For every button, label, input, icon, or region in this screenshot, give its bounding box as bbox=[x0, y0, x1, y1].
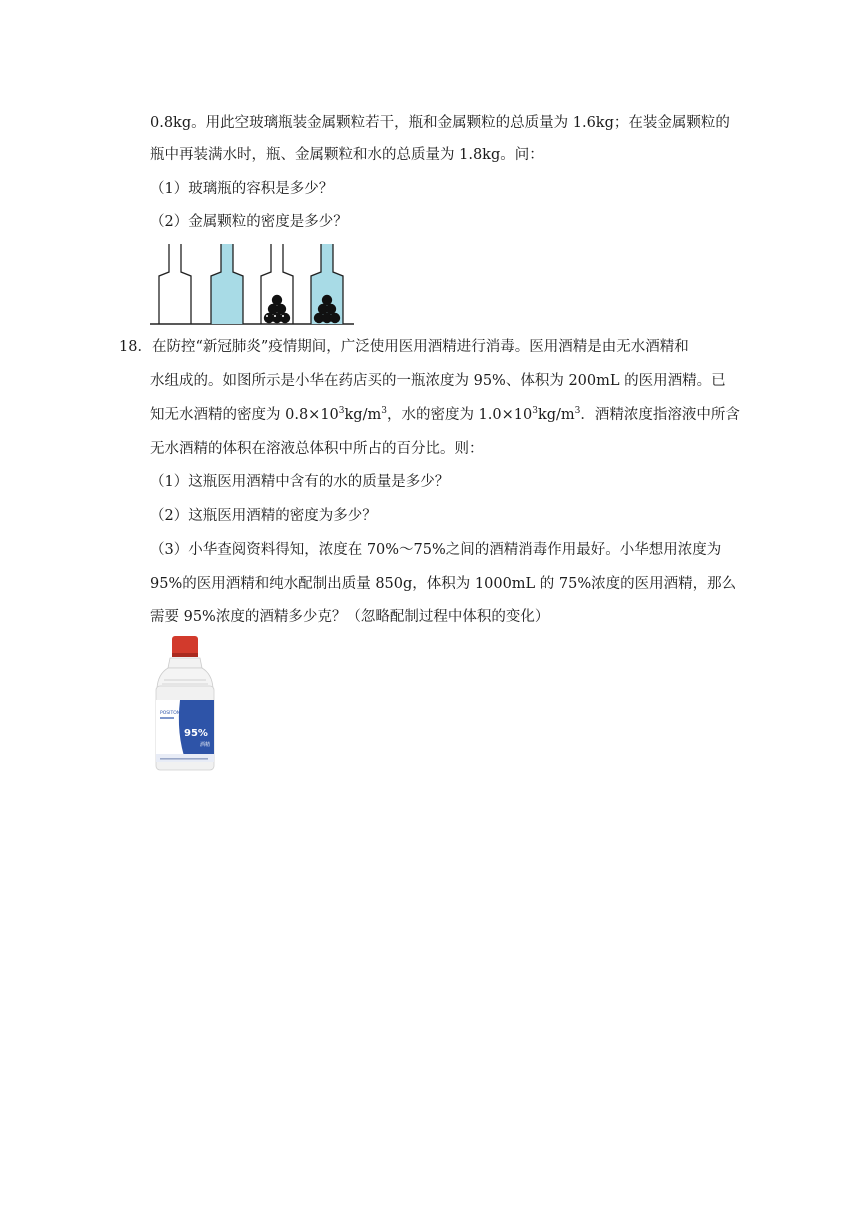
bottle-water bbox=[211, 244, 243, 324]
q18-subquestion-3-line-3: 需要 95%浓度的酒精多少克？（忽略配制过程中体积的变化） bbox=[150, 609, 550, 625]
exponent: 3 bbox=[574, 406, 581, 417]
question-number: 18． bbox=[119, 339, 152, 355]
q18-text-line-3 bbox=[150, 405, 740, 425]
label-name: 酒精 bbox=[200, 742, 211, 748]
bottle-empty bbox=[159, 244, 191, 324]
exponent: 3 bbox=[381, 406, 387, 417]
q18-text-line-4: 无水酒精的体积在溶液总体积中所占的百分比。则： bbox=[150, 441, 484, 457]
q18-line-3-part-b: kg/m bbox=[344, 407, 382, 423]
bottles-figure bbox=[150, 238, 360, 328]
q18-subquestion-1: （1）这瓶医用酒精中含有的水的质量是多少？ bbox=[150, 474, 450, 490]
q18-line-3-part-a: 知无水酒精的密度为 0.8×10 bbox=[150, 407, 339, 423]
q18-subquestion-2: （2）这瓶医用酒精的密度为多少？ bbox=[150, 508, 377, 524]
q18-text-line-2: 水组成的。如图所示是小华在药店买的一瓶浓度为 95%、体积为 200mL 的医用酒精。已 bbox=[150, 373, 726, 389]
exponent: 3 bbox=[532, 406, 538, 417]
q18-subquestion-3-line-1: （3）小华查阅资料得知，浓度在 70%～75%之间的酒精消毒作用最好。小华想用浓度为 bbox=[150, 542, 722, 558]
label-brand: POSITON bbox=[160, 711, 181, 716]
q18-line-3-part-d: kg/m bbox=[537, 407, 575, 423]
label-concentration: 95% bbox=[184, 728, 208, 739]
q18-line-3-part-e: ．酒精浓度指溶液中所含 bbox=[580, 407, 740, 423]
q18-line-3-part-c: ，水的密度为 1.0×10 bbox=[386, 407, 533, 423]
bottle-metal-particles-water bbox=[311, 244, 343, 324]
q18-line-1-body: 在防控“新冠肺炎”疫情期间，广泛使用医用酒精进行消毒。医用酒精是由无水酒精和 bbox=[151, 339, 689, 355]
q18-subquestion-3-line-2: 95%的医用酒精和纯水配制出质量 850g，体积为 1000mL 的 75%浓度的医用酒精，那么 bbox=[150, 576, 737, 592]
q17-subquestion-2: （2）金属颗粒的密度是多少？ bbox=[150, 214, 348, 230]
bottle-metal-particles bbox=[261, 244, 293, 324]
q17-text-line-2: 瓶中再装满水时，瓶、金属颗粒和水的总质量为 1.8kg。问： bbox=[150, 147, 544, 163]
exponent: 3 bbox=[338, 406, 345, 417]
alcohol-bottle-image bbox=[150, 634, 220, 774]
q18-text-line-1 bbox=[119, 337, 689, 357]
q17-text-line-1: 0.8kg。用此空玻璃瓶装金属颗粒若干，瓶和金属颗粒的总质量为 1.6kg；在装金属颗粒的 bbox=[150, 115, 730, 131]
q17-subquestion-1: （1）玻璃瓶的容积是多少？ bbox=[150, 181, 334, 197]
